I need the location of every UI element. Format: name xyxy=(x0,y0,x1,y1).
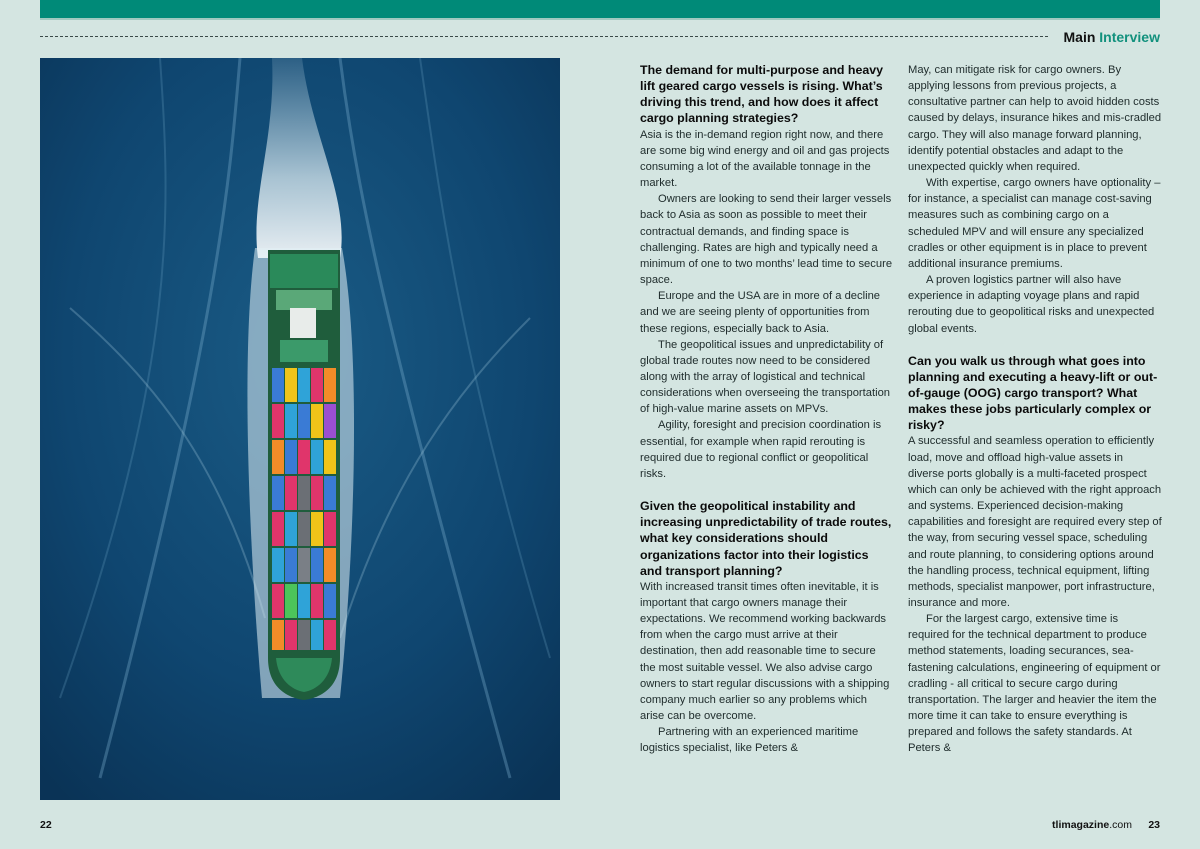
question-heading-2: Given the geopolitical instability and increasing unpredictability of trade routes, what key considerations should organizations factor into their logistics and transport planning? xyxy=(640,499,892,578)
page-number-right: 23 xyxy=(1148,819,1160,831)
paragraph: For the largest cargo, extensive time is required for the technical department to produce method statements, loading securances, sea-fastening calculations, engineering of equipment or cradling - all critical to secure cargo during transportation. The larger and heavier the item the more time it can take to ensure everything is prepared and follows the safety standards. At Peters & xyxy=(908,613,1161,755)
paragraph: Agility, foresight and precision coordination is essential, for example when rapid rerouting is required due to regional conflict or geopolitical risks. xyxy=(640,419,882,480)
article-column-2 xyxy=(908,62,1162,757)
paragraph: With increased transit times often inevitable, it is important that cargo owners manage their expectations. We recommend working backwards from when the cargo must arrive at their destination, then add reasonable time to secure the most suitable vessel. We also advise cargo owners to start regular discussions with a shipping company much earlier so any problems which arise can be overcome. xyxy=(640,580,890,723)
site-domain: .com xyxy=(1109,819,1132,831)
header-dashed-rule xyxy=(40,36,1048,37)
article-column-1 xyxy=(640,62,894,757)
site-name: tlimagazine xyxy=(1052,819,1110,831)
section-label xyxy=(1064,29,1160,45)
section-label-main: Main xyxy=(1063,29,1096,45)
paragraph: Partnering with an experienced maritime logistics specialist, like Peters & xyxy=(640,726,859,755)
question-heading-3: Can you walk us through what goes into planning and executing a heavy-lift or out-of-gauge (OOG) cargo transport? What makes these jobs particularly complex or risky? xyxy=(908,353,1158,433)
container-ship-photo xyxy=(40,58,560,800)
paragraph: Europe and the USA are in more of a decline and we are seeing plenty of opportunities from these regions, especially back to Asia. xyxy=(640,290,881,335)
paragraph: With expertise, cargo owners have optionality – for instance, a specialist can manage cost-saving measures such as combining cargo on a scheduled MPV and will ensure any specialized cradles or other equipment is in place to prevent additional insurance premiums. xyxy=(908,177,1161,270)
magazine-website xyxy=(1052,819,1132,831)
top-bar-shadow xyxy=(40,18,1160,20)
section-label-accent: Interview xyxy=(1099,29,1160,45)
top-accent-bar xyxy=(40,0,1160,18)
paragraph: May, can mitigate risk for cargo owners. By applying lessons from previous projects, a consultative partner can help to avoid hidden costs caused by delays, insurance hikes and mis-cradled cargo. They will also manage forward planning, identify potential obstacles and adapt to the unexpected quickly when required. xyxy=(908,64,1162,173)
paragraph: Asia is the in-demand region right now, and there are some big wind energy and oil and gas projects consuming a lot of the available tonnage in the market. xyxy=(640,128,890,190)
paragraph: A successful and seamless operation to efficiently load, move and offload high-value assets in diverse ports globally is a multi-faceted prospect which can only be achieved with the right approach and systems. Experienced decision-making capabilities and foresight are required every step of the way, from securing vessel space, scheduling and route planning, to considering options around the handling process, technical equipment, lifting methods, specialist manpower, port infrastructure, insurance and more. xyxy=(908,435,1162,609)
paragraph: Owners are looking to send their larger vessels back to Asia as soon as possible to meet their contractual demands, and finding space is challenging. Rates are high and typically need a minimum of one to two months’ lead time to secure space. xyxy=(640,193,893,287)
page-number-left: 22 xyxy=(40,819,52,831)
paragraph: A proven logistics partner will also have experience in adapting voyage plans and rapid rerouting due to geopolitical risks and unexpected global events. xyxy=(908,274,1155,335)
question-heading-1: The demand for multi-purpose and heavy lift geared cargo vessels is rising. What’s driving this trend, and how does it affect cargo planning strategies? xyxy=(640,63,884,126)
paragraph: The geopolitical issues and unpredictability of global trade routes now need to be considered along with the array of logistical and technical considerations when overseeing the transportation of high-value marine assets on MPVs. xyxy=(640,338,891,416)
